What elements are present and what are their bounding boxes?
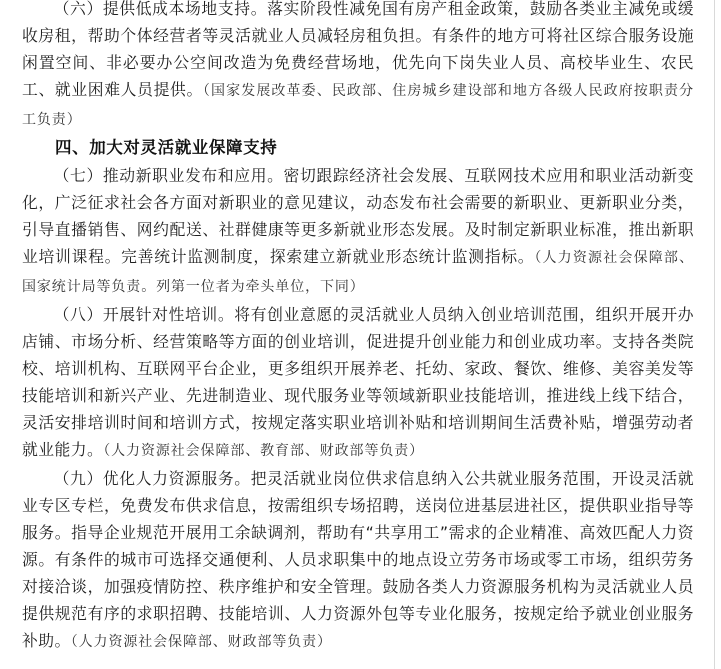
paragraph-9-body: 把灵活就业岗位供求信息纳入公共就业服务范围，开设灵活就业专区专栏，免费发布供求信息，按需组织专场招聘，送岗位进基层进社区，提供职业指导等服务。指导企业规范开展用工余缺调剂，帮助有“共享用工”需求的企业精准、高效匹配人力资源。有条件的城市可选择交通便利、人员求职集中的地点设立劳务市场或零工市场，组织劳务对接洽谈，加强疫情防控、秩序维护和安全管理。鼓励各类人力资源服务机构为灵活就业人员提供规范有序的求职招聘、技能培训、人力资源外包等专业化服务，按规定给予就业创业服务补助。	[22, 469, 694, 650]
paragraph-6-lead: （六）提供低成本场地支持。	[53, 0, 268, 18]
paragraph-6-responsibility-note: （国家发展改革委、民政部、住房城乡建设部和地方各级人民政府按职责分工负责）	[22, 83, 695, 128]
paragraph-9-lead: （九）优化人力资源服务。	[53, 469, 251, 488]
paragraph-9-responsibility-note: （人力资源社会保障部、财政部等负责）	[70, 634, 332, 650]
paragraph-7-responsibility-note: （人力资源社会保障部、国家统计局等负责。列第一位者为牵头单位，下同）	[22, 250, 695, 295]
paragraph-6-body: 落实阶段性减免国有房产租金政策，鼓励各类业主减免或缓收房租，帮助个体经营者等灵活就业人员减轻房租负担。有条件的地方可将社区综合服务设施闲置空间、非必要办公空间改造为免费经营场地，优先向下岗失业人员、高校毕业生、农民工、就业困难人员提供。	[22, 0, 694, 99]
document-body	[22, 0, 694, 656]
paragraph-6	[22, 0, 694, 134]
paragraph-8-body: 将有创业意愿的灵活就业人员纳入创业培训范围，组织开展开办店铺、市场分析、经营策略等方面的创业培训，促进提升创业能力和创业成功率。支持各类院校、培训机构、互联网平台企业，更多组织开展养老、托幼、家政、餐饮、维修、美容美发等技能培训和新兴产业、先进制造业、现代服务业等领域新职业技能培训，推进线上线下结合，灵活安排培训时间和培训方式，按规定落实职业培训补贴和培训期间生活费补贴，增强劳动者就业能力。	[22, 305, 695, 459]
paragraph-9	[22, 465, 694, 656]
paragraph-8-responsibility-note: （人力资源社会保障部、教育部、财政部等负责）	[103, 443, 425, 459]
paragraph-8-lead: （八）开展针对性培训。	[53, 305, 235, 324]
paragraph-7-body: 密切跟踪经济社会发展、互联网技术应用和职业活动新变化，广泛征求社会各方面对新职业的意见建议，动态发布社会需要的新职业、更新职业分类，引导直播销售、网约配送、社群健康等更多新就业形态发展。及时制定新职业标准，推出新职业培训课程。完善统计监测制度，探索建立新就业形态统计监测指标。	[22, 166, 694, 266]
page-right-border	[714, 0, 715, 669]
paragraph-7	[22, 162, 694, 301]
section-heading-4: 四、加大对灵活就业保障支持	[55, 138, 278, 157]
paragraph-8	[22, 301, 694, 465]
paragraph-7-lead: （七）推动新职业发布和应用。	[53, 166, 284, 185]
